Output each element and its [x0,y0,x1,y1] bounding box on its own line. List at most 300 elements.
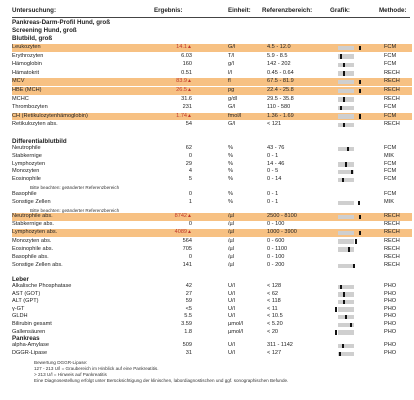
reference-band [338,231,354,236]
range-graphic [329,239,363,244]
result-value: 3.59 [181,321,192,327]
method: PHO [384,283,397,289]
table-row [12,342,412,350]
reference-range: < 20 [267,328,279,335]
range-graphic [329,292,363,297]
test-name: AST (GOT) [12,290,41,297]
unit: U/l [228,305,235,312]
result-value: 59 [185,298,192,305]
method: FCM [384,145,397,151]
reference-band [338,63,354,68]
test-name: Sonstige Zellen [12,199,51,206]
reference-range: 0.45 - 0.64 [267,69,294,76]
reference-band [338,330,354,335]
method: RECH [384,69,400,76]
result-value: 31 [185,350,192,356]
reference-range: 0 - 1100 [267,245,288,252]
unit: l/l [228,69,233,76]
ref-note-1: Bitte beachten: geänderter Referenzbereich [30,185,120,190]
test-name: Neutrophile [12,145,41,151]
test-name: Monozyten [12,168,40,175]
header-graph: Grafik: [330,7,350,14]
result-value: 141 [182,262,192,269]
result-value: <5 [185,305,192,312]
table-row [12,350,412,358]
result-value: 6.03 [181,52,192,59]
reference-range: 1000 - 3900 [267,229,297,236]
unit: % [228,168,233,175]
reference-band [338,300,354,305]
unit: U/l [228,298,235,305]
section-differential: Differentialblutbild [12,138,67,145]
unit: g/l [228,61,234,68]
result-value: 564 [182,237,192,244]
value-marker [343,292,345,297]
test-name: Retikulozyten abs. [12,121,58,128]
reference-range: 67.5 - 81.9 [267,78,294,85]
reference-band [338,264,354,269]
section-pankreas: Pankreas [12,335,40,342]
test-name: HBE (MCH) [12,87,42,93]
reference-range: 0 - 100 [267,254,285,260]
reference-band [338,239,354,244]
profile-title-1: Pankreas-Darm-Profil Hund, groß [12,19,110,26]
range-graphic [329,114,363,119]
unit: fl [228,78,231,85]
result-value: 26.5▲ [176,87,192,93]
reference-range: 142 - 202 [267,61,291,68]
test-name: Gallensäuren [12,328,46,335]
unit: T/l [228,52,235,59]
reference-range: 4.5 - 12.0 [267,44,291,50]
method: RECH [384,229,400,236]
method: FCM [384,160,397,167]
range-graphic [329,330,363,335]
lab-report [4,0,412,400]
table-row [12,113,412,121]
range-graphic [329,300,363,305]
reference-range: 0 - 14 [267,176,282,183]
unit: U/l [228,350,235,356]
header-ref: Referenzbereich: [262,7,313,14]
reference-band [338,344,354,349]
method: RECH [384,237,400,244]
section-leber: Leber [12,276,29,283]
range-graphic [329,215,363,220]
method: FCM [384,112,397,119]
header-rule [12,17,410,18]
value-marker [347,147,349,152]
value-marker [342,178,344,183]
table-row [12,121,412,129]
range-graphic [329,71,363,76]
unit: U/l [228,313,235,320]
range-graphic [329,285,363,290]
table-row [12,329,412,337]
test-name: γ-GT [12,305,25,312]
table-row [12,145,412,153]
test-name: Stabkernige abs. [12,221,54,228]
range-graphic [329,106,363,111]
table-row [12,96,412,104]
test-name: Lymphozyten abs. [12,229,58,236]
value-marker [342,344,344,349]
unit: /µl [228,237,235,244]
test-name: Sonstige Zellen abs. [12,262,63,269]
unit: fmol/l [228,112,242,119]
reference-range: 2500 - 8100 [267,213,297,219]
table-header [12,6,412,17]
method: MIK [384,199,394,206]
method: PHO [384,321,397,327]
table-row [12,191,412,199]
method: PHO [384,298,397,305]
range-graphic [329,80,363,85]
table-row [12,53,412,61]
reference-band [338,247,354,252]
header-test: Untersuchung: [12,7,56,14]
range-graphic [329,63,363,68]
table-row [12,313,412,321]
high-flag-icon: ▲ [187,213,192,219]
range-graphic [329,54,363,59]
reference-range: 0 - 5 [267,168,279,175]
unit: % [228,145,233,151]
table-row [12,87,412,95]
result-value: 705 [182,245,192,252]
method: FCM [384,104,397,111]
reference-range: 43 - 76 [267,145,285,151]
test-name: MCHC [12,95,29,102]
result-value: 62 [185,145,192,151]
reference-range: 14 - 46 [267,160,285,167]
method: PHO [384,328,397,335]
test-name: Neutrophile abs. [12,213,53,219]
method: RECH [384,121,400,128]
method: FCM [384,44,397,50]
range-graphic [329,315,363,320]
method: PHO [384,313,397,320]
result-value: 5 [188,176,192,183]
value-marker [335,330,337,335]
table-row [12,321,412,329]
range-graphic [329,162,363,167]
method: RECH [384,78,400,85]
method: FCM [384,61,397,68]
high-flag-icon: ▲ [187,78,192,85]
test-name: CH (Retikulozytenhämoglobin) [12,112,88,119]
test-name: GLDH [12,313,28,320]
unit: U/l [228,290,235,297]
table-row [12,61,412,69]
reference-range: < 11 [267,305,278,312]
reference-band [338,201,354,206]
result-value: 0 [188,254,192,260]
method: FCM [384,191,397,197]
header-result: Ergebnis: [154,7,183,14]
unit: /µl [228,221,235,228]
unit: /µl [228,245,235,252]
value-marker [359,114,361,119]
reference-band [338,97,354,102]
table-row [12,221,412,229]
value-marker [351,170,353,175]
range-graphic [329,123,363,128]
range-graphic [329,178,363,183]
method: PHO [384,305,397,312]
result-value: 1 [188,199,192,206]
unit: pg [228,87,235,93]
result-value: 4 [188,168,192,175]
reference-range: 0 - 600 [267,237,285,244]
method: PHO [384,342,397,348]
table-row [12,70,412,78]
reference-range: 1.36 - 1.69 [267,112,294,119]
test-name: Hämatokrit [12,69,40,76]
reference-range: < 5.20 [267,321,283,327]
test-name: alpha-Amylase [12,342,49,348]
reference-band [338,215,354,220]
test-name: Eosinophile abs. [12,245,54,252]
unit: U/l [228,283,235,289]
table-row [12,161,412,169]
reference-band [338,89,354,94]
range-graphic [329,170,363,175]
value-marker [359,89,361,94]
footnote-line-3: > 213 U/l = Hinweis auf Pankreatitis [34,372,107,377]
result-value: 0.51 [181,69,192,76]
header-unit: Einheit: [228,7,251,14]
method: RECH [384,87,400,93]
range-graphic [329,307,363,312]
test-name: Alkalische Phosphatase [12,283,72,289]
table-row [12,283,412,291]
unit: % [228,199,233,206]
range-graphic [329,323,363,328]
table-row [12,246,412,254]
method: RECH [384,95,400,102]
value-marker [339,352,341,357]
test-name: Hämoglobin [12,61,42,68]
value-marker [340,54,342,59]
table-row [12,306,412,314]
method: RECH [384,245,400,252]
range-graphic [329,231,363,236]
table-row [12,229,412,237]
table-row [12,298,412,306]
result-value: 29 [185,160,192,167]
result-value: 14.1▲ [176,44,192,50]
value-marker [359,80,361,85]
value-marker [340,106,342,111]
table-row [12,213,412,221]
high-flag-icon: ▲ [187,44,192,50]
result-value: 231 [182,104,192,111]
method: FCM [384,176,397,183]
profile-title-3: Blutbild, groß [12,35,53,42]
unit: /µl [228,262,235,269]
method: RECH [384,254,400,260]
method: PHO [384,290,397,297]
unit: % [228,152,233,159]
unit: G/l [228,104,236,111]
table-row [12,262,412,270]
value-marker [358,201,360,206]
value-marker [343,300,345,305]
value-marker [335,307,337,312]
unit: U/l [228,342,235,348]
reference-range: < 128 [267,283,282,289]
result-value: 0 [188,221,192,228]
range-graphic [329,147,363,152]
test-name: Monozyten abs. [12,237,52,244]
method: FCM [384,52,397,59]
reference-range: 0 - 100 [267,221,285,228]
result-value: 83.9▲ [176,78,192,85]
value-marker [359,231,361,236]
method: FCM [384,168,397,175]
table-row [12,254,412,262]
test-name: Basophile abs. [12,254,49,260]
reference-range: 29.5 - 35.8 [267,95,294,102]
value-marker [343,97,345,102]
high-flag-icon: ▲ [187,112,192,119]
range-graphic [329,247,363,252]
reference-band [338,80,354,85]
unit: µmol/l [228,321,244,327]
result-value: 1.8 [184,328,192,335]
unit: % [228,191,233,197]
high-flag-icon: ▲ [187,87,192,93]
value-marker [343,123,345,128]
method: MIK [384,152,394,159]
table-row [12,44,412,52]
high-flag-icon: ▲ [187,229,192,236]
table-row [12,291,412,299]
test-name: Stabkernige [12,152,42,159]
result-value: 1.74▲ [176,112,192,119]
reference-range: < 118 [267,298,281,305]
value-marker [350,323,352,328]
test-name: MCV [12,78,25,85]
unit: µmol/l [228,328,244,335]
unit: /µl [228,213,235,219]
table-row [12,153,412,161]
table-row [12,168,412,176]
value-marker [340,285,342,290]
range-graphic [329,89,363,94]
profile-title-2: Screening Hund, groß [12,27,77,34]
value-marker [348,247,350,252]
value-marker [359,215,361,220]
reference-band [338,123,354,128]
unit: % [228,176,233,183]
ref-note-2: Bitte beachten: geänderter Referenzbereich [30,208,120,213]
result-value: 42 [185,283,192,289]
reference-range: 0 - 1 [267,199,279,206]
reference-range: 22.4 - 25.8 [267,87,294,93]
reference-range: 311 - 1142 [267,342,293,348]
result-value: 5.5 [184,313,192,320]
unit: /µl [228,254,235,260]
test-name: Basophile [12,191,37,197]
header-method: Methode: [379,7,407,14]
range-graphic [329,264,363,269]
reference-range: 0 - 1 [267,191,279,197]
range-graphic [329,352,363,357]
test-name: Leukozyten [12,44,41,50]
value-marker [355,239,357,244]
reference-band [338,178,354,183]
method: RECH [384,213,400,219]
reference-range: 0 - 1 [267,152,279,159]
test-name: DGGR-Lipase [12,350,48,356]
reference-range: < 10.5 [267,313,283,320]
value-marker [353,264,355,269]
reference-range: < 127 [267,350,282,356]
reference-band [338,46,354,51]
reference-band [338,114,354,119]
method: RECH [384,221,400,228]
test-name: Eosinophile [12,176,41,183]
test-name: Lymphozyten [12,160,46,167]
range-graphic [329,46,363,51]
unit: /µl [228,229,235,236]
test-name: Erythrozyten [12,52,44,59]
unit: g/dl [228,95,238,102]
unit: G/l [228,44,236,50]
result-value: 27 [185,290,192,297]
table-row [12,104,412,112]
footnote-line-4: Eine Diagnosestellung erfolgt unter Berücksichtigung der klinischen, labordiagnostischen und ggf. sonographischen Befunde. [34,378,289,383]
reference-band [338,147,354,152]
reference-range: 5.9 - 8.5 [267,52,288,59]
result-value: 8742▲ [174,213,192,219]
reference-range: < 62 [267,290,279,297]
method: PHO [384,350,397,356]
range-graphic [329,344,363,349]
result-value: 0 [188,152,192,159]
reference-range: < 121 [267,121,282,128]
result-value: 0 [188,191,192,197]
reference-band [338,71,354,76]
result-value: 160 [182,61,192,68]
result-value: 54 [185,121,192,128]
value-marker [343,71,345,76]
result-value: 31.6 [181,95,192,102]
table-row [12,199,412,207]
result-value: 509 [182,342,192,348]
result-value: 4089▲ [174,229,192,236]
unit: G/l [228,121,236,128]
value-marker [343,63,345,68]
reference-range: 110 - 580 [267,104,291,111]
footnote-line-1: Bewertung DGGR-Lipase: [34,360,88,365]
value-marker [345,162,347,167]
unit: % [228,160,233,167]
value-marker [345,315,347,320]
reference-range: 0 - 200 [267,262,285,269]
test-name: Bilirubin gesamt [12,321,52,327]
range-graphic [329,97,363,102]
footnote-line-2: 127 - 213 U/l = Graubereich im Hinblick auf eine Pankreatitis. [34,366,159,371]
test-name: Thrombozyten [12,104,48,111]
method: RECH [384,262,400,269]
reference-band [338,292,354,297]
table-row [12,176,412,184]
range-graphic [329,201,363,206]
table-row [12,78,412,86]
